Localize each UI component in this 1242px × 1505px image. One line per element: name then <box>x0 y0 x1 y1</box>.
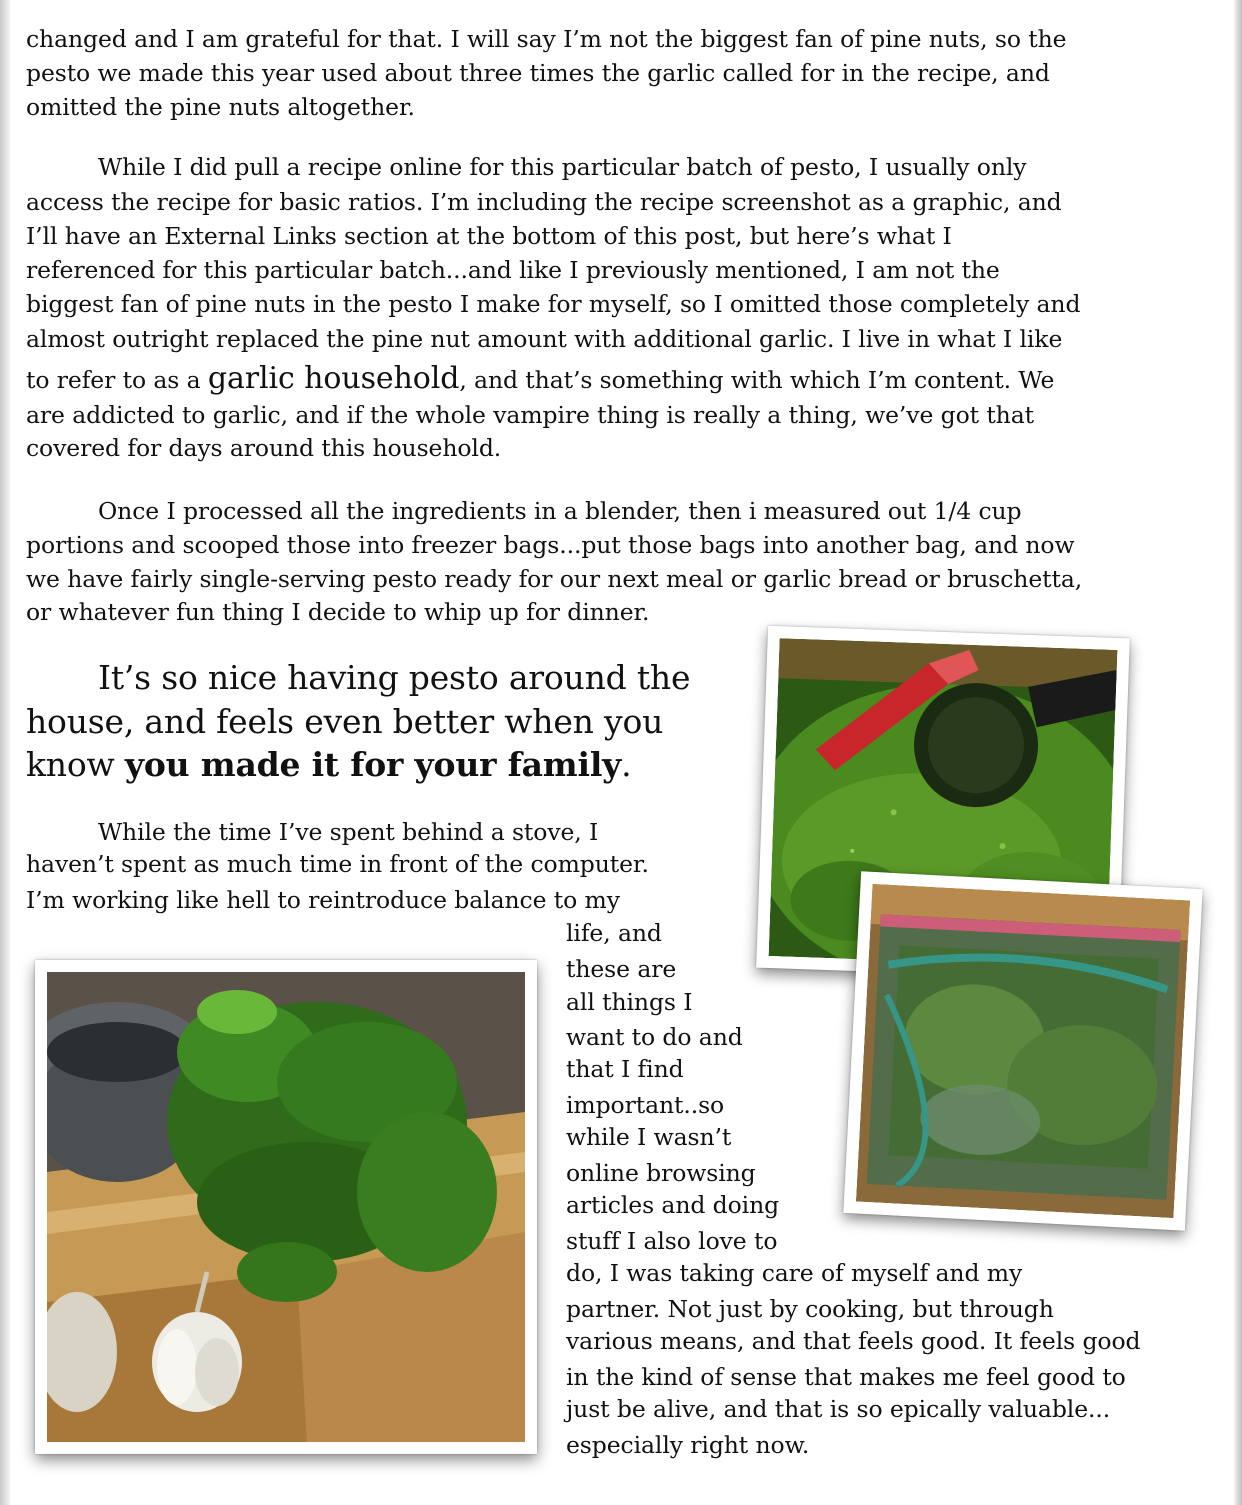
para4-line-16: various means, and that feels good. It feels good <box>566 1327 1141 1355</box>
page-edge-left <box>0 0 10 1505</box>
pullquote-line-3 <box>26 745 632 784</box>
pullquote-line-1: It’s so nice having pesto around the <box>98 658 691 697</box>
para2-line-8: are addicted to garlic, and if the whole vampire thing is really a thing, we’ve got that <box>26 401 1034 429</box>
para2-line-2: access the recipe for basic ratios. I’m including the recipe screenshot as a graphic, and <box>26 188 1062 216</box>
para3-line-2: portions and scooped those into freezer bags...put those bags into another bag, and now <box>26 531 1075 559</box>
para2-line-6: almost outright replaced the pine nut amount with additional garlic. I live in what I like <box>26 325 1063 353</box>
para4-line-17: in the kind of sense that makes me feel good to <box>566 1363 1126 1391</box>
para4-line-7: want to do and <box>566 1023 743 1051</box>
pullquote-line-3-end: . <box>621 745 632 784</box>
pesto-bags-illustration <box>856 884 1190 1218</box>
para2-line-7-start: to refer to as a <box>26 366 208 394</box>
para4-line-5: these are <box>566 955 677 983</box>
para4-line-6: all things I <box>566 988 693 1016</box>
para4-line-10: while I wasn’t <box>566 1123 732 1151</box>
para2-line-1: While I did pull a recipe online for this particular batch of pesto, I usually only <box>98 153 1027 181</box>
para1-line-3: omitted the pine nuts altogether. <box>26 93 415 121</box>
pullquote-line-2: house, and feels even better when you <box>26 702 664 741</box>
para4-line-1: While the time I’ve spent behind a stove, I <box>98 818 599 846</box>
para2-line-4: referenced for this particular batch...and like I previously mentioned, I am not the <box>26 256 1000 284</box>
para1-line-1: changed and I am grateful for that. I will say I’m not the biggest fan of pine nuts, so the <box>26 25 1067 53</box>
para4-line-11: online browsing <box>566 1159 756 1187</box>
para2-line-3: I’ll have an External Links section at the bottom of this post, but here’s what I <box>26 222 952 250</box>
para2-line-9: covered for days around this household. <box>26 434 502 462</box>
basil-garlic-image <box>47 972 525 1442</box>
para4-line-15: partner. Not just by cooking, but through <box>566 1295 1054 1323</box>
page-edge-right <box>1234 0 1242 1505</box>
para4-line-12: articles and doing <box>566 1191 780 1219</box>
para2-line-7 <box>26 361 1055 396</box>
pesto-bags-image <box>856 884 1190 1218</box>
photo-basil-garlic <box>35 960 537 1454</box>
para4-line-19: especially right now. <box>566 1431 810 1459</box>
para3-line-1: Once I processed all the ingredients in a blender, then i measured out 1/4 cup <box>98 497 1022 525</box>
para4-line-8: that I find <box>566 1055 684 1083</box>
pullquote-bold: you made it for your family <box>124 745 622 784</box>
basil-garlic-illustration <box>47 972 525 1442</box>
para4-line-14: do, I was taking care of myself and my <box>566 1259 1023 1287</box>
photo-pesto-freezer-bags <box>843 871 1202 1230</box>
para2-line-5: biggest fan of pine nuts in the pesto I make for myself, so I omitted those completely and <box>26 290 1081 318</box>
pullquote-line-3-start: know <box>26 745 125 784</box>
para4-line-4: life, and <box>566 919 662 947</box>
para2-line-7-end: , and that’s something with which I’m content. We <box>459 366 1055 394</box>
para4-line-2: haven’t spent as much time in front of the computer. <box>26 850 649 878</box>
para4-line-13: stuff I also love to <box>566 1227 778 1255</box>
para4-line-3: I’m working like hell to reintroduce balance to my <box>26 886 620 914</box>
para4-line-18: just be alive, and that is so epically valuable... <box>566 1395 1111 1423</box>
para4-line-9: important..so <box>566 1091 725 1119</box>
para3-line-3: we have fairly single-serving pesto ready for our next meal or garlic bread or bruschetta, <box>26 565 1083 593</box>
para1-line-2: pesto we made this year used about three times the garlic called for in the recipe, and <box>26 59 1050 87</box>
garlic-household-emphasis: garlic household <box>207 361 460 396</box>
para3-line-4: or whatever fun thing I decide to whip up for dinner. <box>26 598 650 626</box>
